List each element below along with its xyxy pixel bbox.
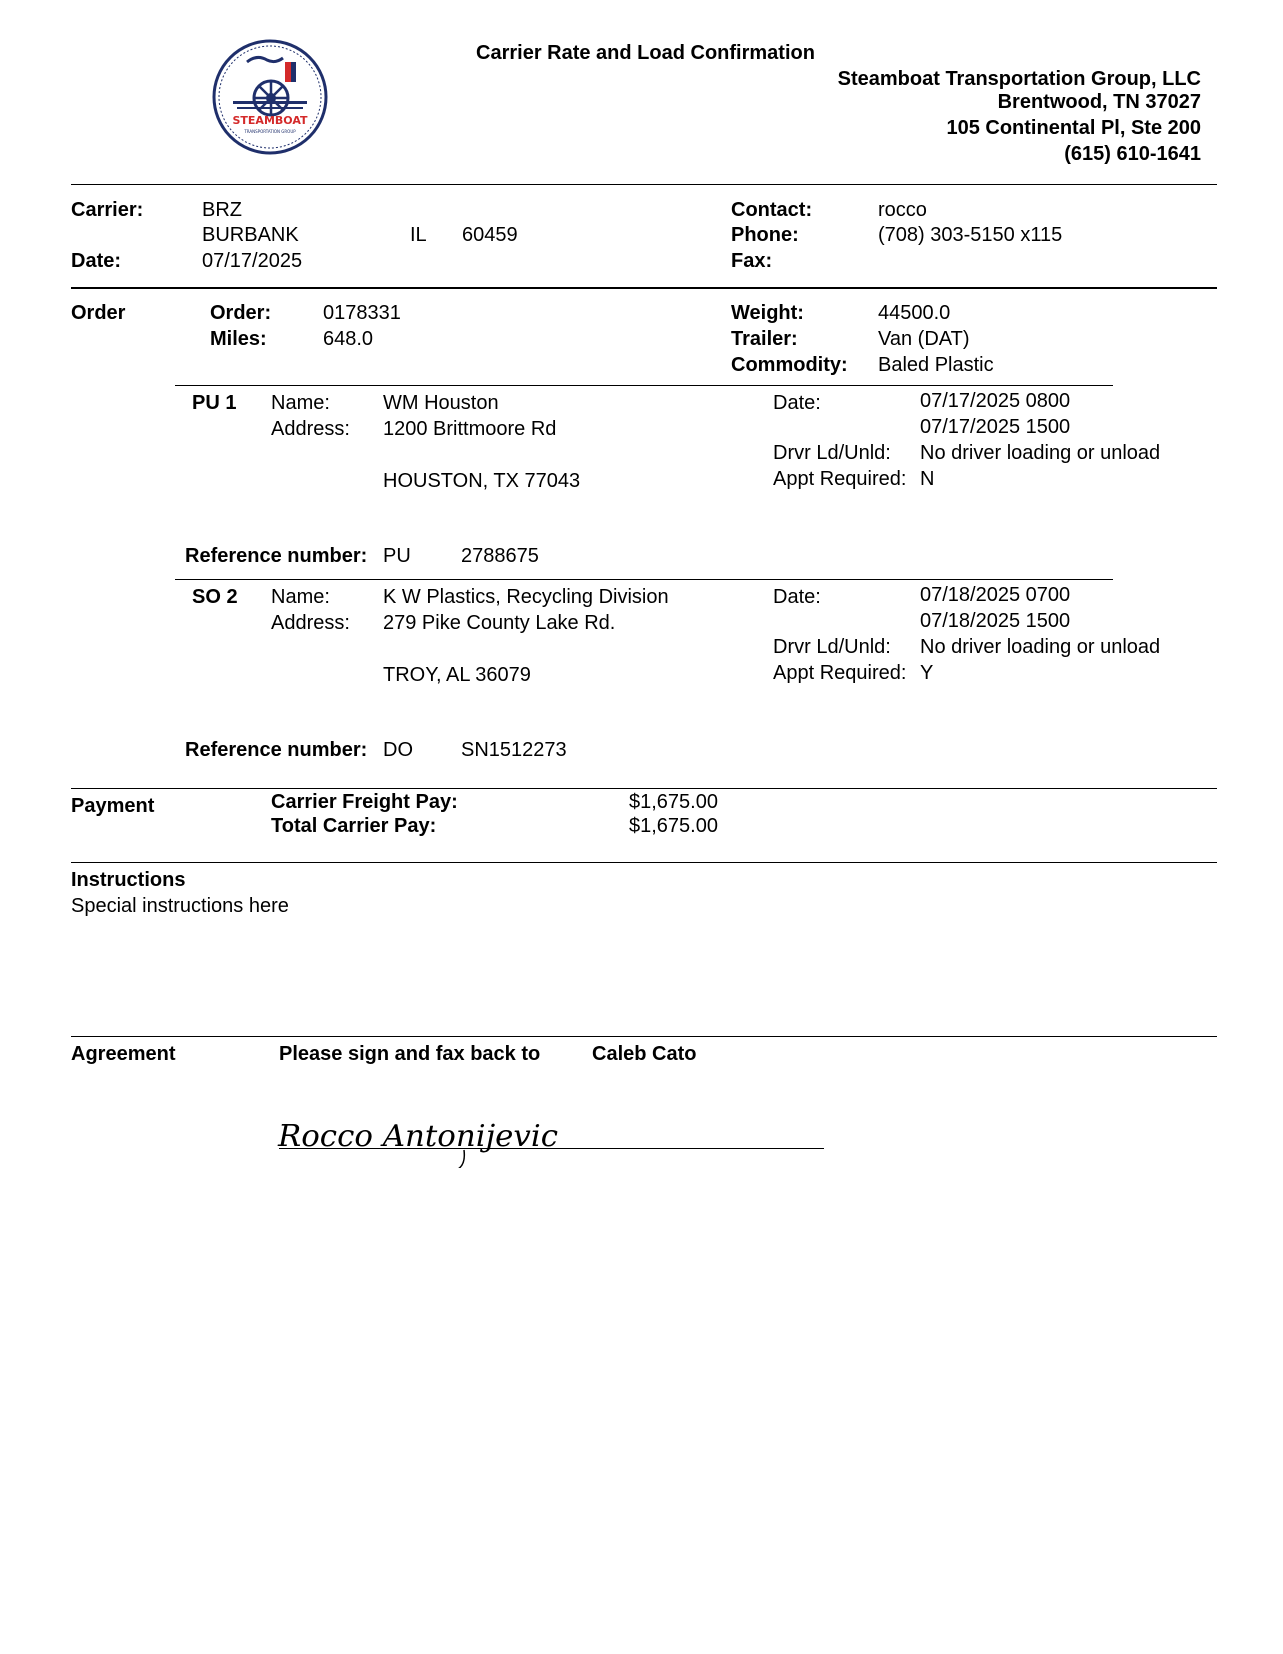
carrier-label: Carrier: [71,199,144,221]
stop-address-label: Address: [271,418,350,440]
divider [175,579,1113,580]
stop-date-start: 07/18/2025 0700 [920,584,1071,606]
document-title: Carrier Rate and Load Confirmation [476,42,815,64]
sign-contact: Caleb Cato [592,1043,697,1065]
stop-address-line1: 1200 Brittmoore Rd [383,418,557,440]
reference-label: Reference number: [185,739,368,761]
divider [71,287,1217,289]
stop-date-label: Date: [773,392,821,414]
stop-driver-label: Drvr Ld/Unld: [773,636,891,658]
carrier-state: IL [410,224,427,246]
signature [276,1108,596,1168]
company-phone: (615) 610-1641 [1064,143,1201,165]
trailer-value: Van (DAT) [878,328,970,350]
trailer-label: Trailer: [731,328,798,350]
stop-address-line2: HOUSTON, TX 77043 [383,470,581,492]
sign-instruction: Please sign and fax back to [279,1043,541,1065]
order-number-label: Order: [210,302,272,324]
reference-label: Reference number: [185,545,368,567]
stop-code: PU 1 [192,392,237,414]
agreement-section-label: Agreement [71,1043,176,1065]
stop-date-label: Date: [773,586,821,608]
reference-type: PU [383,545,411,567]
stop-appt-value: N [920,468,935,490]
commodity-value: Baled Plastic [878,354,994,376]
weight-value: 44500.0 [878,302,951,324]
stop-name-label: Name: [271,392,330,414]
stop-driver-label: Drvr Ld/Unld: [773,442,891,464]
fax-label: Fax: [731,250,773,272]
order-section-label: Order [71,302,126,324]
contact-label: Contact: [731,199,813,221]
stop-code: SO 2 [192,586,238,608]
stop-driver-value: No driver loading or unload [920,442,1161,464]
instructions-text: Special instructions here [71,895,289,917]
commodity-label: Commodity: [731,354,848,376]
reference-number: 2788675 [461,545,539,567]
date-label: Date: [71,250,122,272]
date-value: 07/17/2025 [202,250,303,272]
stop-appt-value: Y [920,662,934,684]
stop-date-end: 07/17/2025 1500 [920,416,1071,438]
stop-appt-label: Appt Required: [773,468,907,490]
freight-pay-value: $1,675.00 [629,791,718,813]
instructions-section-label: Instructions [71,869,186,891]
stop-address-label: Address: [271,612,350,634]
stop-appt-label: Appt Required: [773,662,907,684]
company-city: Brentwood, TN 37027 [997,91,1201,113]
carrier-city: BURBANK [202,224,299,246]
stop-name: K W Plastics, Recycling Division [383,586,669,608]
divider [71,862,1217,863]
freight-pay-label: Carrier Freight Pay: [271,791,458,813]
contact-value: rocco [878,199,927,221]
stop-driver-value: No driver loading or unload [920,636,1161,658]
reference-number: SN1512273 [461,739,567,761]
total-pay-value: $1,675.00 [629,815,718,837]
miles-label: Miles: [210,328,267,350]
miles-value: 648.0 [323,328,374,350]
svg-text:TRANSPORTATION GROUP: TRANSPORTATION GROUP [244,129,296,134]
divider [71,1036,1217,1037]
stop-date-end: 07/18/2025 1500 [920,610,1071,632]
weight-label: Weight: [731,302,804,324]
signature-line [279,1148,824,1149]
phone-value: (708) 303-5150 x115 [878,224,1063,246]
stop-name-label: Name: [271,586,330,608]
stop-address-line2: TROY, AL 36079 [383,664,531,686]
carrier-name: BRZ [202,199,242,221]
svg-text:Rocco Antonijevic: Rocco Antonijevic [276,1119,559,1154]
payment-section-label: Payment [71,795,155,817]
divider [71,788,1217,789]
divider [175,385,1113,386]
phone-label: Phone: [731,224,799,246]
company-name: Steamboat Transportation Group, LLC [837,68,1201,90]
stop-name: WM Houston [383,392,499,414]
stop-date-start: 07/17/2025 0800 [920,390,1071,412]
order-number: 0178331 [323,302,401,324]
total-pay-label: Total Carrier Pay: [271,815,437,837]
stop-address-line1: 279 Pike County Lake Rd. [383,612,616,634]
divider [71,184,1217,185]
company-street: 105 Continental Pl, Ste 200 [946,117,1201,139]
steamboat-logo [211,38,329,156]
carrier-zip: 60459 [462,224,518,246]
reference-type: DO [383,739,413,761]
svg-text:STEAMBOAT: STEAMBOAT [232,114,308,127]
